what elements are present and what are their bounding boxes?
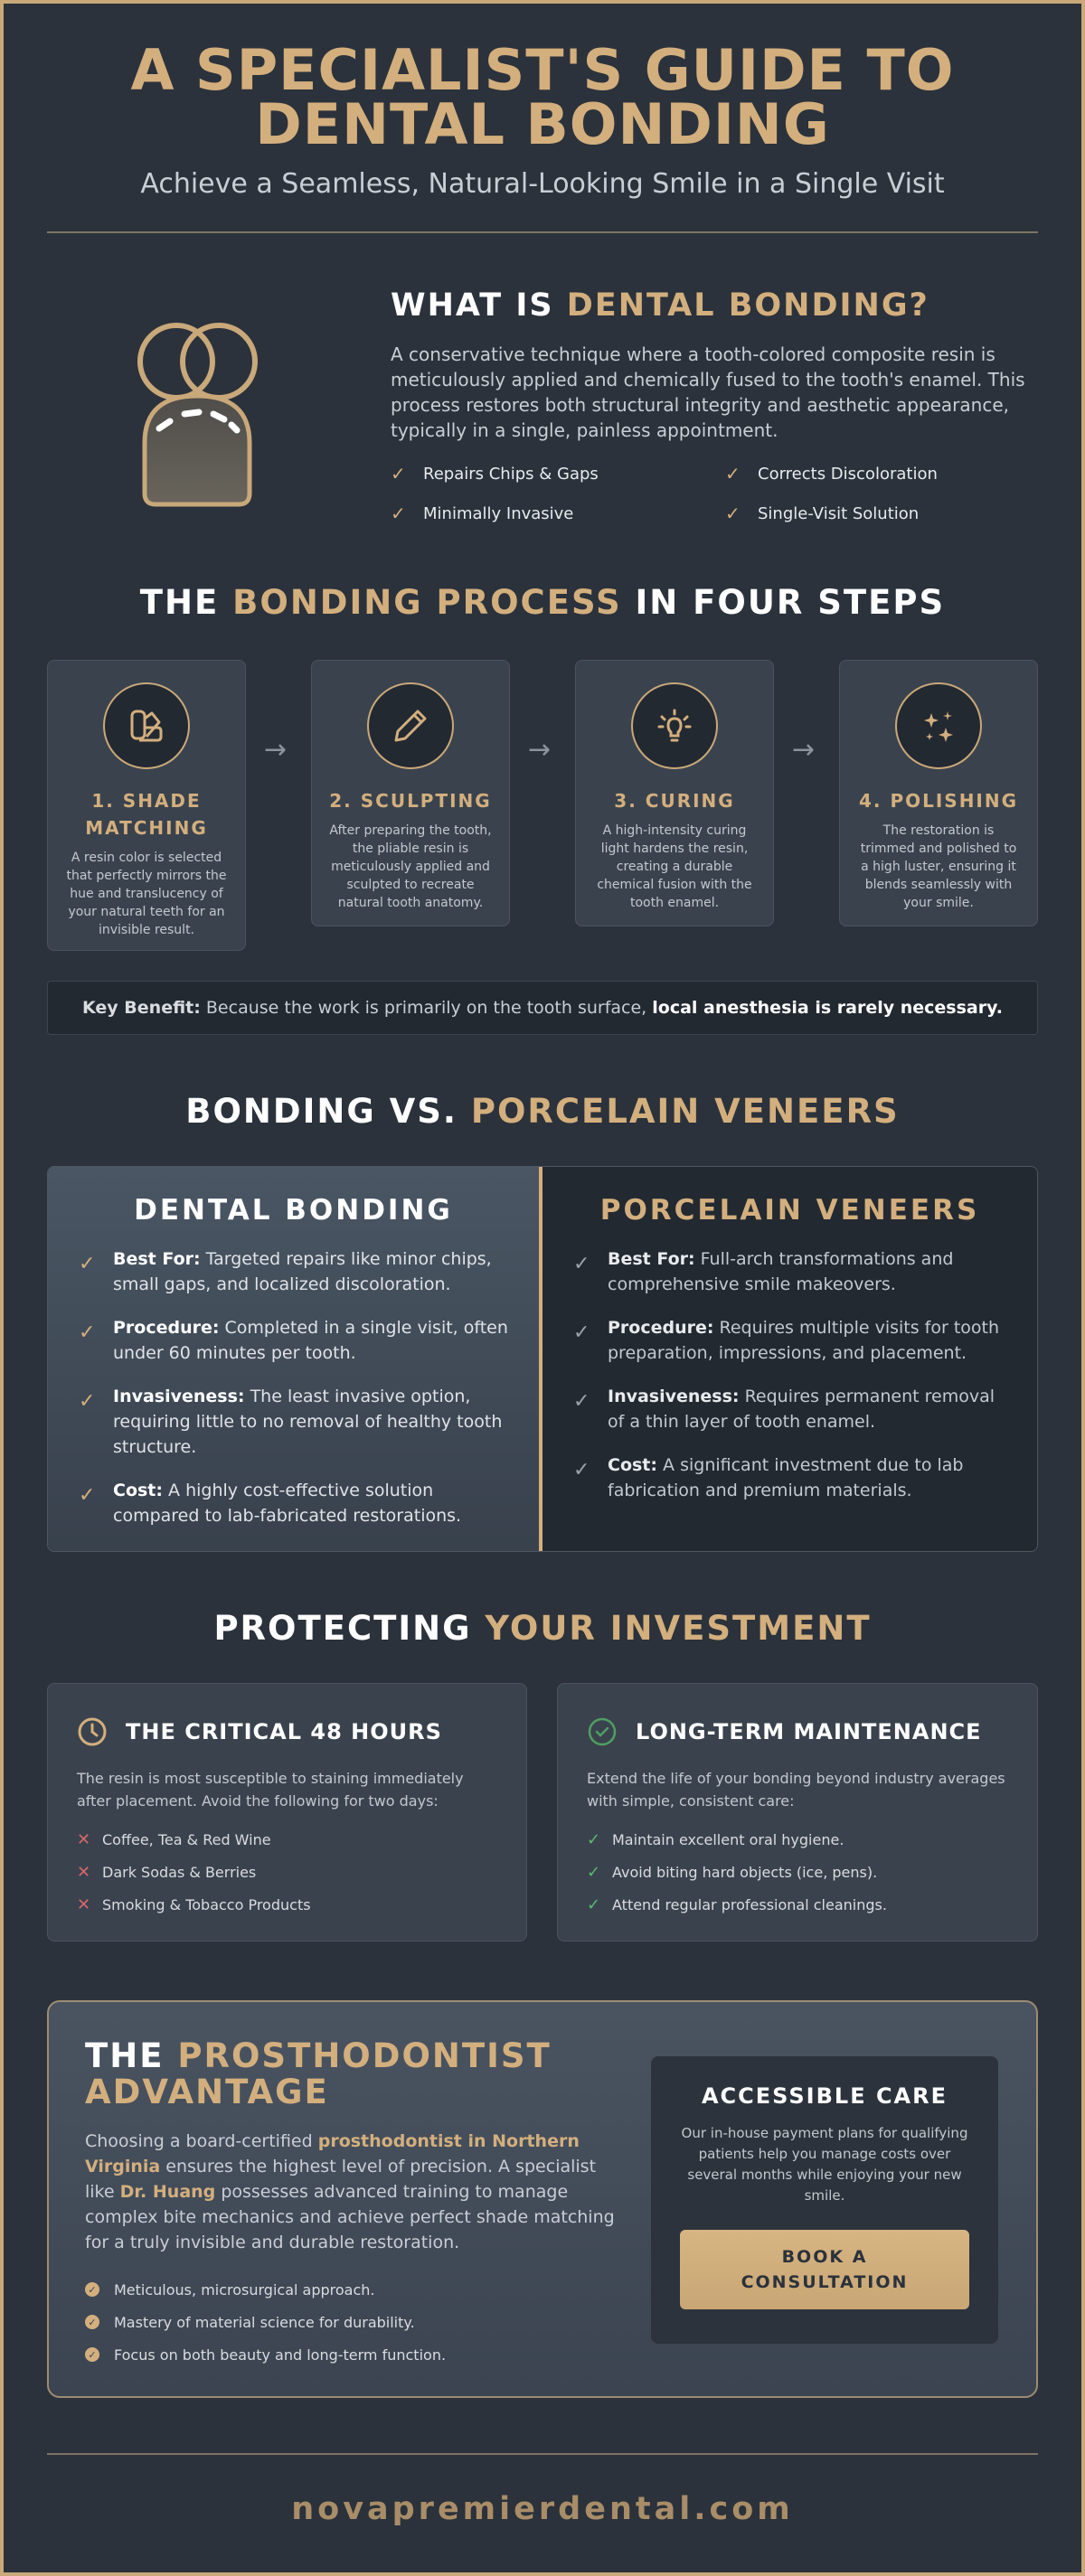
care-list	[587, 1823, 1008, 1921]
check-badge-icon: ✓	[85, 2282, 99, 2297]
feature-item	[391, 503, 725, 524]
cross-icon: ✕	[77, 1862, 91, 1882]
comparison-item	[573, 1315, 1006, 1366]
item-body: The least invasive option, requiring little to no removal of healthy tooth structure.	[113, 1387, 503, 1457]
list-item	[587, 1888, 1008, 1921]
advantage-heading	[85, 2038, 591, 2111]
step-text: The restoration is trimmed and polished to a high luster, ensuring it blends seamlessly with your smile.	[860, 823, 1017, 910]
bonding-column-title: DENTAL BONDING	[134, 1194, 453, 1227]
item-text	[113, 1478, 508, 1528]
list-item	[77, 1888, 497, 1921]
check-badge-icon: ✓	[85, 2347, 99, 2362]
step-title: 4. POLISHING	[858, 790, 1019, 812]
item-label: Invasiveness:	[608, 1387, 740, 1406]
website-link[interactable]: novapremierdental.com	[291, 2491, 794, 2527]
item-label: Best For:	[608, 1249, 695, 1269]
step-text: A high-intensity curing light hardens the resin, creating a durable chemical fusion with the tooth enamel.	[597, 823, 752, 910]
cross-icon: ✕	[77, 1894, 91, 1914]
bonded-tooth-icon	[127, 316, 271, 515]
heading-accent: YOUR INVESTMENT	[485, 1609, 872, 1648]
item-text	[113, 1315, 508, 1366]
check-icon: ✓	[573, 1390, 590, 1413]
card-title-text: THE CRITICAL 48 HOURS	[126, 1719, 442, 1744]
check-icon: ✓	[79, 1390, 96, 1413]
heading-plain: PROTECTING	[213, 1609, 486, 1648]
prosthodontist-advantage-panel	[47, 2000, 1038, 2398]
cross-icon: ✕	[77, 1829, 91, 1849]
item-label: Procedure:	[608, 1318, 714, 1338]
comparison-item	[573, 1384, 1006, 1434]
avoid-list	[77, 1823, 497, 1921]
heading-plain: THE	[139, 583, 233, 622]
list-item-label: Dark Sodas & Berries	[102, 1863, 257, 1881]
item-body: Targeted repairs like minor chips, small gaps, and localized discoloration.	[113, 1249, 492, 1294]
item-body: A highly cost-effective solution compared to lab-fabricated restorations.	[113, 1481, 462, 1526]
list-item	[587, 1856, 1008, 1888]
check-icon: ✓	[79, 1484, 96, 1507]
item-label: Invasiveness:	[113, 1387, 245, 1406]
feature-item	[725, 503, 1033, 524]
title-line-1: A SPECIALIST'S GUIDE TO	[130, 37, 955, 103]
arrow-right-icon: →	[264, 734, 288, 766]
feature-list	[391, 463, 1038, 524]
veneers-column	[542, 1167, 1037, 1551]
accessible-care-box	[651, 2056, 998, 2344]
card-text: The resin is most susceptible to staining immediately after placement. Avoid the following for two days:	[77, 1770, 464, 1810]
list-item-label: Coffee, Tea & Red Wine	[102, 1830, 271, 1848]
check-icon: ✓	[725, 503, 741, 524]
item-text	[608, 1246, 1006, 1297]
clock-icon	[77, 1716, 126, 1747]
care-text: Our in-house payment plans for qualifying patients help you manage costs over several months while enjoying your new smile.	[681, 2125, 968, 2204]
check-icon: ✓	[391, 503, 406, 524]
bonding-column	[48, 1167, 542, 1551]
feature-label: Repairs Chips & Gaps	[423, 464, 599, 484]
list-item	[587, 1823, 1008, 1856]
card-title	[587, 1716, 1008, 1747]
critical-48-hours-card	[47, 1683, 527, 1941]
key-benefit-label: Key Benefit:	[82, 998, 201, 1018]
item-label: Cost:	[113, 1481, 163, 1500]
sparkle-icon	[895, 682, 982, 769]
heading-plain: WHAT IS	[391, 287, 567, 324]
body-highlight: prosthodontist in Northern Virginia	[85, 2131, 580, 2176]
page-subtitle: Achieve a Seamless, Natural-Looking Smile in a Single Visit	[140, 168, 945, 200]
advantage-body	[85, 2129, 618, 2255]
check-icon: ✓	[79, 1321, 96, 1344]
comparison-item	[573, 1246, 1006, 1297]
item-text	[608, 1453, 1006, 1503]
list-item	[77, 1856, 497, 1888]
check-icon: ✓	[573, 1253, 590, 1275]
check-icon: ✓	[573, 1459, 590, 1481]
list-item-label: Meticulous, microsurgical approach.	[114, 2280, 375, 2299]
protect-heading	[0, 1609, 1085, 1648]
item-body: Requires multiple visits for tooth preparation, impressions, and placement.	[608, 1318, 1000, 1363]
step-card-sculpting	[311, 660, 510, 926]
key-benefit-highlight: local anesthesia is rarely necessary.	[652, 998, 1003, 1018]
step-title: 1. SHADE MATCHING	[85, 790, 208, 839]
comparison-item	[79, 1478, 508, 1528]
check-icon: ✓	[587, 1862, 601, 1882]
key-benefit-banner	[47, 981, 1038, 1035]
comparison-item	[79, 1384, 508, 1460]
what-is-description: A conservative technique where a tooth-colored composite resin is meticulously applied and chemically fused to the tooth's enamel. This process restores both structural integrity and aesthetic appearance, typically in a single, painless appointment.	[391, 343, 1025, 441]
key-benefit-text: Because the work is primarily on the tooth surface,	[200, 998, 653, 1018]
care-title: ACCESSIBLE CARE	[701, 2083, 948, 2109]
comparison-item	[573, 1453, 1006, 1503]
list-item-label: Maintain excellent oral hygiene.	[612, 1830, 844, 1848]
what-is-heading	[391, 287, 1038, 324]
feature-item	[391, 463, 725, 484]
check-icon: ✓	[587, 1829, 601, 1849]
feature-label: Corrects Discoloration	[758, 464, 938, 484]
item-label: Best For:	[113, 1249, 201, 1269]
card-title-text: LONG-TERM MAINTENANCE	[636, 1719, 982, 1744]
step-card-shade-matching	[47, 660, 246, 951]
check-badge-icon: ✓	[85, 2315, 99, 2329]
feature-label: Single-Visit Solution	[758, 503, 920, 523]
comparison-heading	[0, 1092, 1085, 1131]
body-text: possesses advanced training to manage complex bite mechanics and achieve perfect shade matching for a truly invisible and durable restoration.	[85, 2182, 615, 2252]
item-label: Procedure:	[113, 1318, 220, 1338]
item-body: Requires permanent removal of a thin layer of tooth enamel.	[608, 1387, 995, 1432]
list-item-label: Avoid biting hard objects (ice, pens).	[612, 1863, 878, 1881]
check-icon: ✓	[587, 1894, 601, 1914]
heading-plain: BONDING VS.	[185, 1092, 471, 1131]
heading-plain: THE	[85, 2036, 178, 2075]
divider	[47, 231, 1038, 233]
body-text: Choosing a board-certified	[85, 2131, 318, 2151]
veneers-column-title: PORCELAIN VENEERS	[599, 1194, 980, 1227]
item-body: Completed in a single visit, often under 60 minutes per tooth.	[113, 1318, 508, 1363]
button-label-line-2: CONSULTATION	[741, 2272, 909, 2292]
card-title	[77, 1716, 497, 1747]
feature-label: Minimally Invasive	[423, 503, 574, 523]
swatch-icon	[103, 682, 190, 769]
item-text	[608, 1315, 1006, 1366]
step-text: A resin color is selected that perfectly mirrors the hue and translucency of your natural teeth for an invisible result.	[66, 851, 227, 937]
heading-plain: IN FOUR STEPS	[621, 583, 946, 622]
pencil-icon	[367, 682, 454, 769]
book-consultation-button[interactable]	[680, 2230, 969, 2309]
lightbulb-icon	[631, 682, 718, 769]
heading-accent: PORCELAIN VENEERS	[470, 1092, 900, 1131]
button-label-line-1: BOOK A	[781, 2247, 868, 2267]
step-card-polishing	[839, 660, 1038, 926]
process-heading	[0, 583, 1085, 622]
item-text	[113, 1384, 508, 1460]
body-highlight: Dr. Huang	[119, 2182, 216, 2202]
item-text	[113, 1246, 508, 1297]
arrow-right-icon: →	[792, 734, 816, 766]
step-title: 3. CURING	[614, 790, 735, 812]
step-title: 2. SCULPTING	[329, 790, 492, 812]
heading-accent: BONDING PROCESS	[232, 583, 622, 622]
check-icon: ✓	[725, 463, 741, 484]
check-icon: ✓	[391, 463, 406, 484]
body-text: ensures the highest level of precision. A specialist like	[85, 2157, 597, 2202]
step-card-curing	[575, 660, 774, 926]
long-term-maintenance-card	[557, 1683, 1038, 1941]
check-icon: ✓	[79, 1253, 96, 1275]
what-is-section	[391, 287, 1038, 524]
comparison-table	[47, 1166, 1038, 1552]
title-line-2: DENTAL BONDING	[255, 91, 830, 157]
item-body: A significant investment due to lab fabrication and premium materials.	[608, 1455, 964, 1500]
item-body: Full-arch transformations and comprehensive smile makeovers.	[608, 1249, 954, 1294]
page-title	[0, 37, 1085, 157]
check-circle-icon	[587, 1716, 636, 1747]
feature-item	[725, 463, 1033, 484]
heading-accent: DENTAL BONDING?	[566, 287, 929, 324]
divider	[47, 2453, 1038, 2455]
check-icon: ✓	[573, 1321, 590, 1344]
item-label: Cost:	[608, 1455, 657, 1475]
arrow-right-icon: →	[528, 734, 552, 766]
list-item-label: Attend regular professional cleanings.	[612, 1895, 887, 1913]
comparison-item	[79, 1246, 508, 1297]
step-text: After preparing the tooth, the pliable resin is meticulously applied and sculpted to recreate natural tooth anatomy.	[329, 823, 492, 910]
comparison-item	[79, 1315, 508, 1366]
list-item-label: Smoking & Tobacco Products	[102, 1895, 311, 1913]
card-text: Extend the life of your bonding beyond industry averages with simple, consistent care:	[587, 1770, 1005, 1810]
item-text	[608, 1384, 1006, 1434]
list-item-label: Focus on both beauty and long-term function.	[114, 2346, 447, 2364]
list-item-label: Mastery of material science for durability.	[114, 2313, 415, 2331]
heading-accent: PROSTHODONTIST ADVANTAGE	[85, 2036, 552, 2111]
list-item	[77, 1823, 497, 1856]
